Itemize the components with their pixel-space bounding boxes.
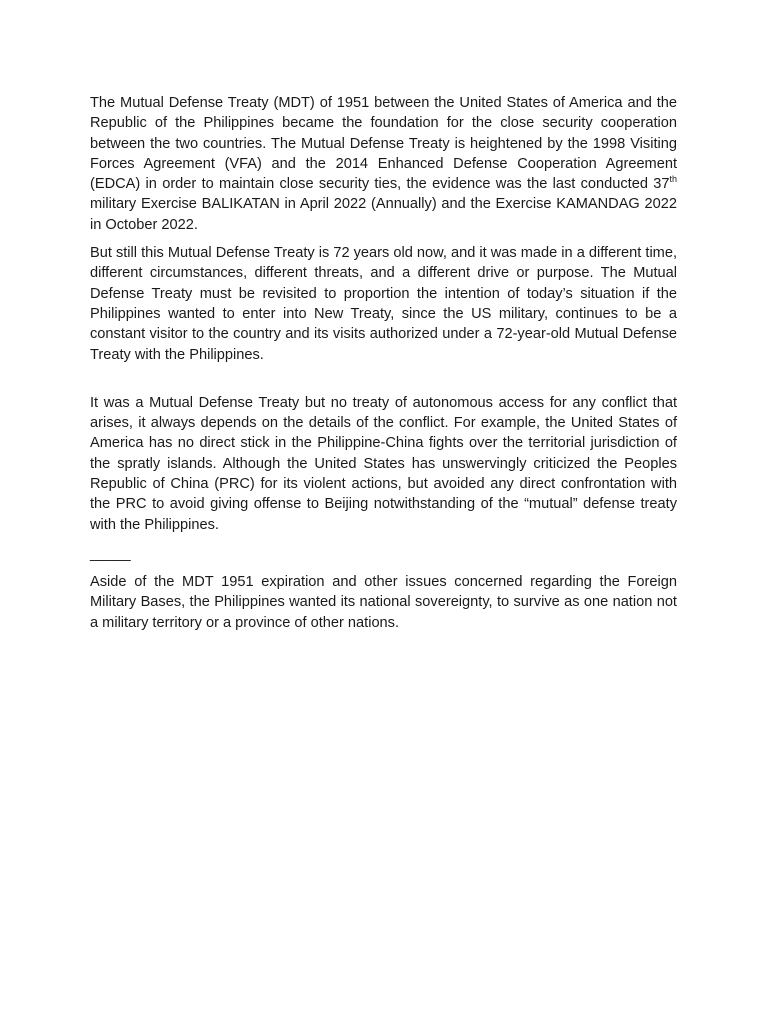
document-page [90,93,677,633]
paragraph-treaty-revisit: But still this Mutual Defense Treaty is 72 years old now, and it was made in a different time, different circumstances, different threats, and a different drive or purpose. The Mutual Defense Treaty must be revisited to proportion the intention of today’s situation if the Philippines wanted to enter into New Treaty, since the US military, continues to be a constant visitor to the country and its visits authorized under a 72-year-old Mutual Defense Treaty with the Philippines. [90,245,678,363]
paragraph-1-text-continued: military Exercise BALIKATAN in April 2022 (Annually) and the Exercise KAMANDAG 2022 in October 2022. [90,196,677,233]
paragraph-national-sovereignty: Aside of the MDT 1951 expiration and other issues concerned regarding the Foreign Military Bases, the Philippines wanted its national sovereignty, to survive as one nation not a military territory or a province of other nations. [90,573,677,631]
paragraph-mdt-foundation [90,93,677,235]
paragraph-autonomous-access: It was a Mutual Defense Treaty but no treaty of autonomous access for any conflict that arises, it always depends on the details of the conflict. For example, the United States of America has no direct stick in the Philippine-China fights over the territorial jurisdiction of the spratly islands. Although the United States has unswervingly criticized the Peoples Republic of China (PRC) for its violent actions, but avoided any direct confrontation with the PRC to avoid giving offense to Beijing notwithstanding of the “mutual” defense treaty with the Philippines. [90,394,677,533]
separator-line: _____ [90,545,131,562]
paragraph-1-text: The Mutual Defense Treaty (MDT) of 1951 between the United States of America and the Republic of the Philippines became the foundation for the close security cooperation between the two countries. The Mutual Defense Treaty is heightened by the 1998 Visiting Forces Agreement (VFA) and the 2014 Enhanced Defense Cooperation Agreement (EDCA) in order to maintain close security ties, the evidence was the last conducted 37 [90,95,677,193]
ordinal-superscript: th [669,174,677,185]
